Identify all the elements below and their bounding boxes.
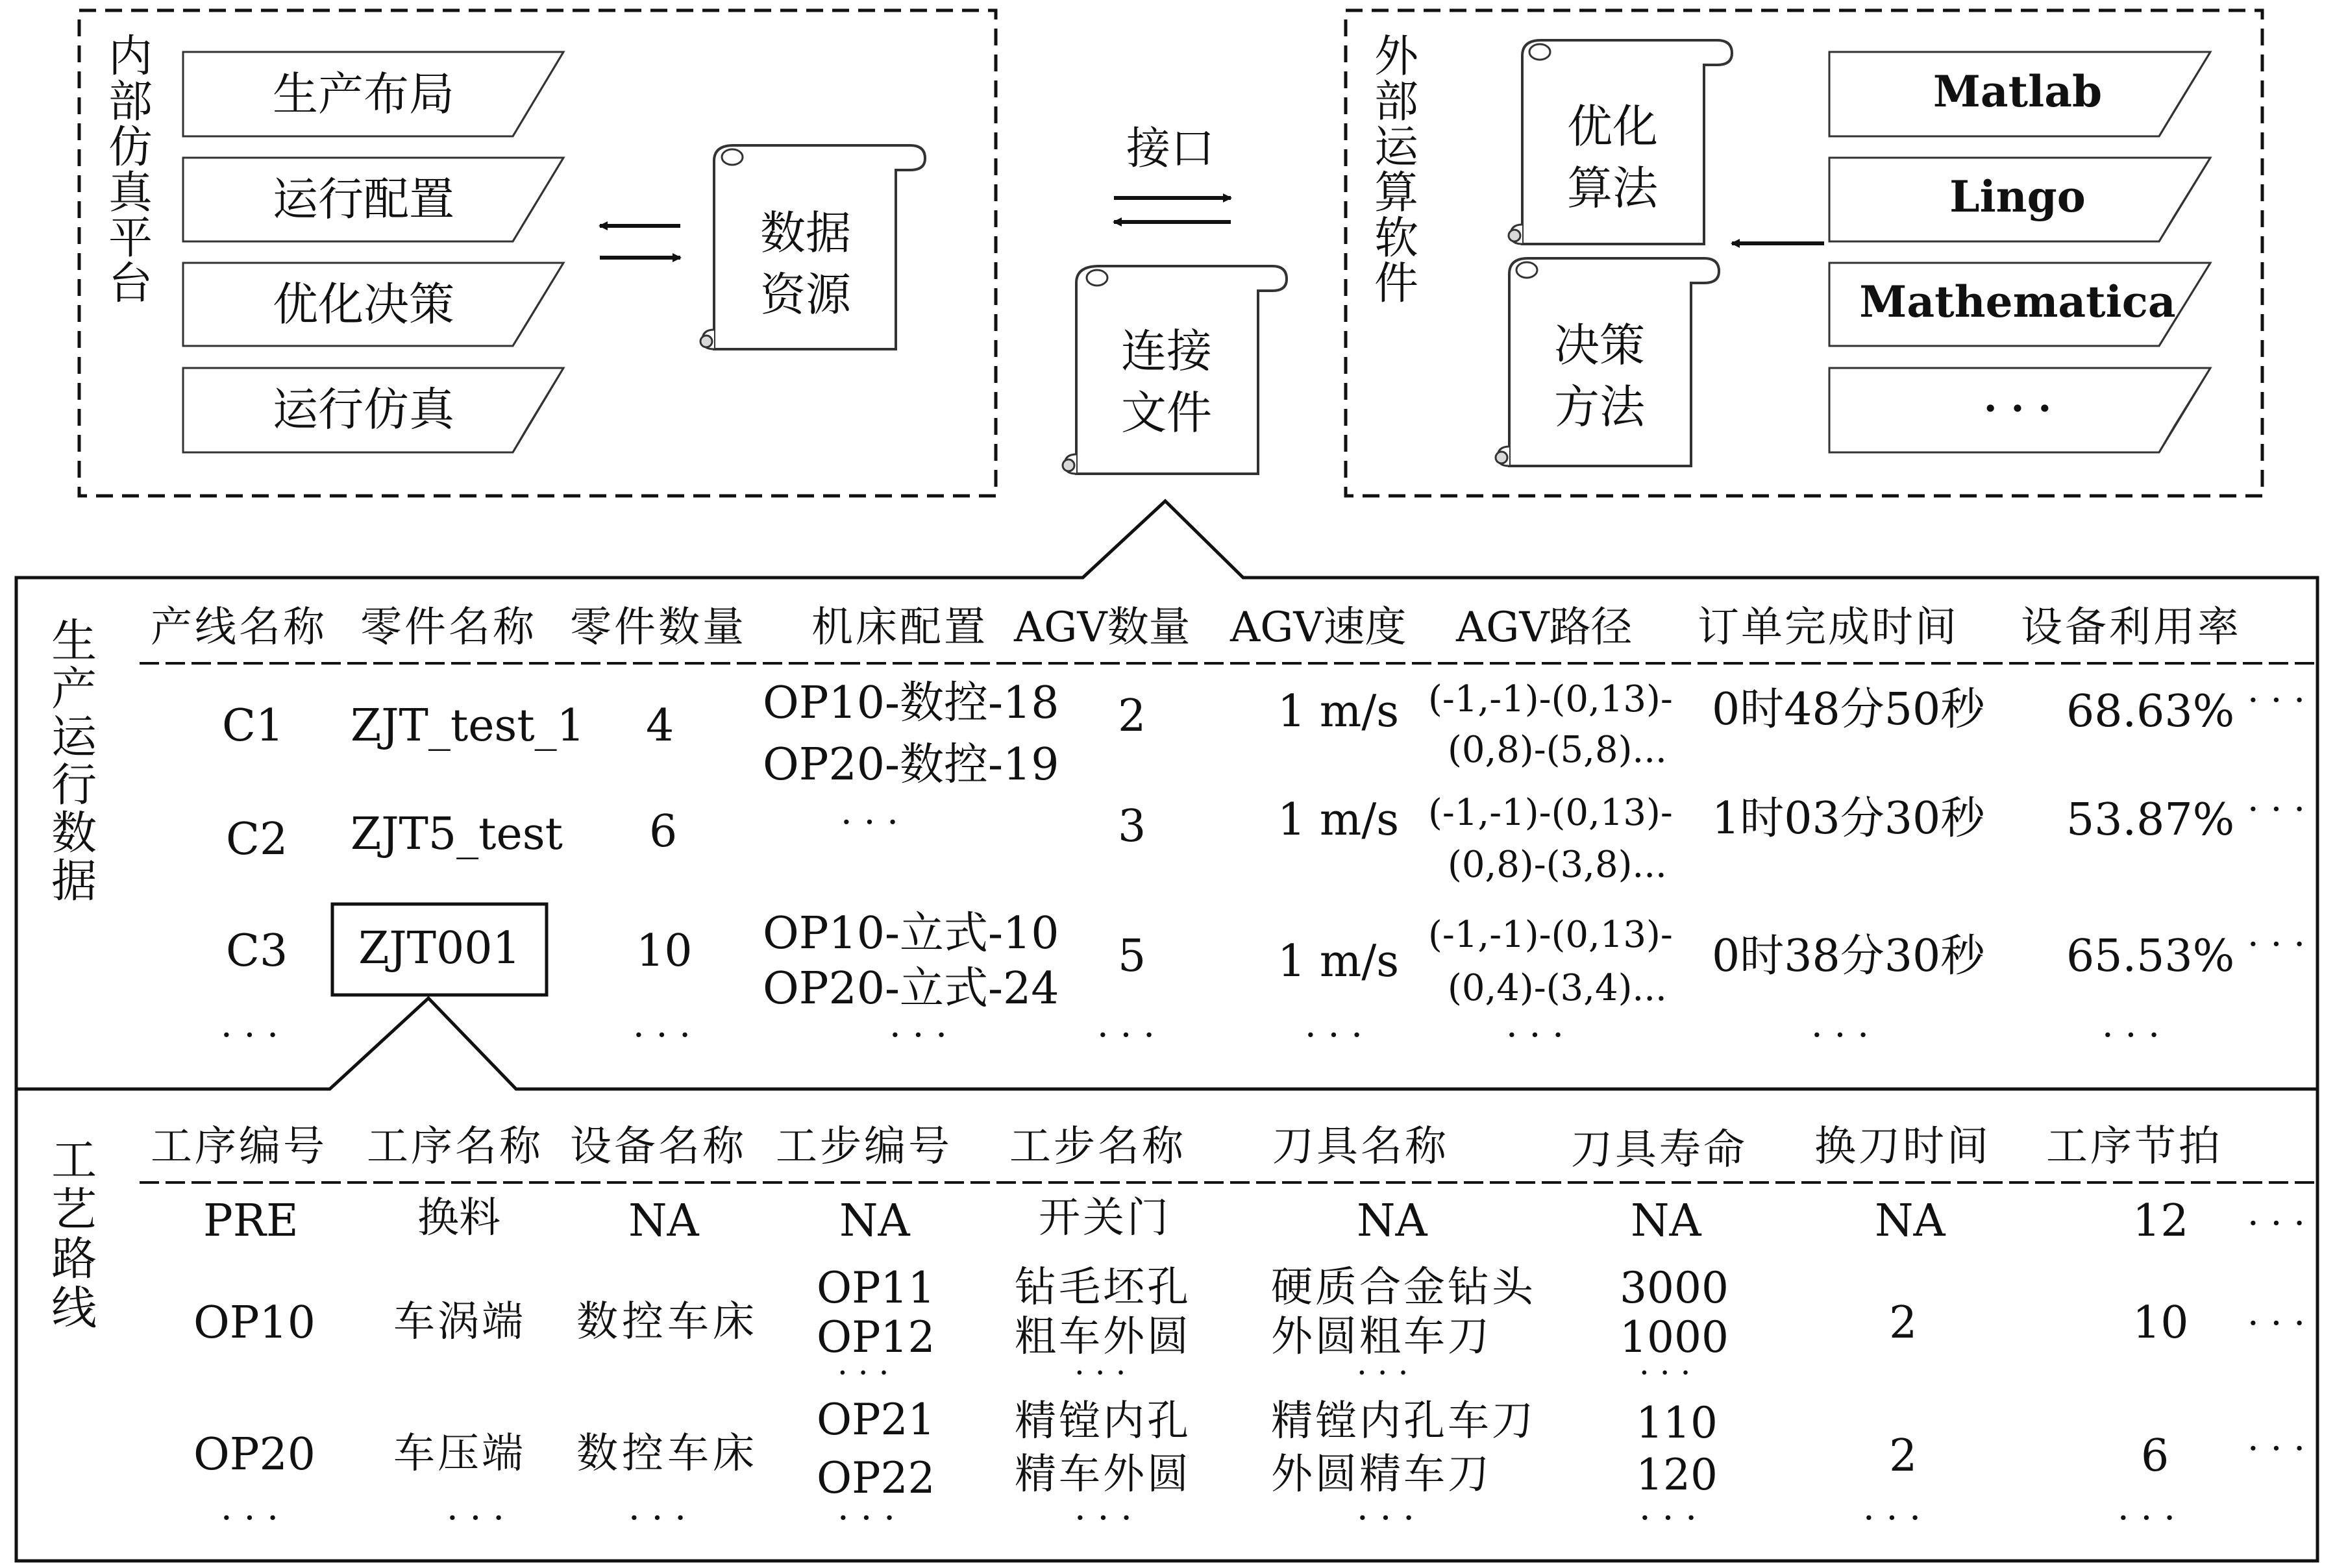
prod-header-qty: 零件数量 [570, 604, 747, 652]
ellipsis: · · · [2102, 1014, 2160, 1057]
prod-header-machine: 机床配置 [811, 604, 988, 652]
table-cell: 车压端 [393, 1430, 526, 1478]
table-cell: NA [1357, 1195, 1427, 1247]
ellipsis: · · · [1639, 1354, 1691, 1391]
ellipsis: · · · [1074, 1354, 1126, 1391]
production-data-title [43, 617, 97, 905]
ellipsis: · · · [1074, 1497, 1133, 1539]
decision-method-label: 决策方法 [1554, 319, 1645, 434]
proc-header-op: 工序编号 [151, 1123, 327, 1171]
ellipsis: · · · [221, 1497, 279, 1539]
table-cell: 硬质合金钻头 [1271, 1264, 1536, 1312]
table-cell: 3 [1118, 801, 1146, 852]
table-cell: NA [628, 1195, 699, 1247]
table-cell: 外圆精车刀 [1271, 1451, 1492, 1499]
prod-header-line: 产线名称 [151, 604, 327, 652]
table-cell: ZJT_test_1 [351, 700, 585, 752]
table-cell: 换料 [417, 1194, 500, 1242]
table-cell: 钻毛坯孔 [1015, 1264, 1191, 1312]
table-cell: 4 [646, 700, 674, 752]
ellipsis: · · · [221, 1014, 279, 1057]
interface-label: 接口 [1126, 123, 1215, 175]
table-cell: 68.63% [2066, 686, 2235, 737]
table-cell: 1 m/s [1278, 936, 1400, 987]
table-cell: 粗车外圆 [1015, 1313, 1191, 1361]
ellipsis: · · · [837, 1354, 889, 1391]
tool-label-lingo: Lingo [1949, 171, 2086, 222]
row-more: · · · [2247, 1428, 2306, 1470]
data-resource-label: 数据资源 [760, 206, 851, 321]
table-cell: ZJT001 [358, 923, 521, 974]
table-cell: (0,8)-(5,8)... [1448, 729, 1667, 771]
ellipsis: · · · [1863, 1497, 1921, 1539]
section-divider [16, 998, 2317, 1089]
module-label-decision: 优化决策 [273, 278, 454, 331]
table-cell: 0时48分50秒 [1712, 684, 1985, 735]
table-cell: OP11 [817, 1263, 935, 1313]
table-cell: NA [1631, 1195, 1701, 1247]
table-cell: 0时38分30秒 [1712, 931, 1985, 982]
title-char: 生产运行数据 [43, 617, 97, 905]
table-cell: 数控车床 [576, 1430, 758, 1478]
table-cell: 1 m/s [1278, 794, 1400, 846]
table-cell: 数控车床 [576, 1298, 758, 1346]
proc-header-op-name: 工序名称 [367, 1123, 543, 1171]
process-route-title [43, 1136, 97, 1333]
table-cell: OP10-立式-10 [763, 908, 1059, 959]
ellipsis: · · · [1097, 1014, 1155, 1057]
table-cell: C2 [226, 814, 288, 865]
title-char: 内部仿真平台 [101, 32, 153, 305]
table-cell: 10 [2132, 1297, 2189, 1349]
row-more: · · · [2247, 924, 2306, 966]
table-cell: (-1,-1)-(0,13)- [1428, 678, 1673, 720]
module-label-config: 运行配置 [273, 173, 454, 226]
ellipsis: · · · [1357, 1497, 1415, 1539]
table-cell: PRE [203, 1195, 299, 1247]
ellipsis: · · · [628, 1497, 687, 1539]
table-cell: (0,4)-(3,4)... [1448, 967, 1667, 1009]
proc-header-takt: 工序节拍 [2046, 1123, 2223, 1171]
prod-header-util: 设备利用率 [2021, 604, 2242, 652]
tool-label-matlab: Matlab [1933, 66, 2103, 117]
table-cell: 1000 [1620, 1312, 1729, 1362]
table-cell: 6 [649, 806, 678, 857]
prod-header-agv-path: AGV路径 [1456, 604, 1633, 652]
prod-header-agv-count: AGV数量 [1014, 604, 1191, 652]
table-cell: OP20-立式-24 [763, 963, 1059, 1014]
table-cell: (-1,-1)-(0,13)- [1428, 914, 1673, 956]
tool-label-mathematica: Mathematica [1859, 276, 2176, 327]
table-cell: · · · [841, 802, 899, 844]
table-cell: 120 [1636, 1450, 1718, 1500]
table-cell: OP20 [193, 1429, 316, 1480]
title-char: 外部运算软件 [1366, 32, 1418, 305]
table-cell: 2 [1889, 1297, 1918, 1349]
prod-header-part: 零件名称 [360, 604, 537, 652]
table-cell: 1 m/s [1278, 686, 1400, 737]
tool-label-more: · · · [1983, 386, 2052, 432]
proc-header-step-name: 工步名称 [1009, 1123, 1186, 1171]
ellipsis: · · · [1506, 1014, 1564, 1057]
proc-header-life: 刀具寿命 [1571, 1126, 1748, 1174]
connect-file-label: 连接文件 [1121, 325, 1212, 439]
proc-header-change-time: 换刀时间 [1814, 1123, 1991, 1171]
ellipsis: · · · [633, 1014, 691, 1057]
algorithm-label: 优化算法 [1567, 100, 1658, 215]
table-cell: 2 [1118, 691, 1146, 742]
table-cell: 精镗内孔 [1015, 1397, 1191, 1445]
table-cell: C3 [226, 925, 288, 977]
proc-header-device: 设备名称 [570, 1123, 747, 1171]
table-cell: OP21 [817, 1395, 935, 1445]
ellipsis: · · · [447, 1497, 505, 1539]
table-cell: NA [839, 1195, 910, 1247]
ellipsis: · · · [1305, 1014, 1363, 1057]
table-cell: 6 [2141, 1430, 2169, 1482]
module-label-layout: 生产布局 [273, 67, 454, 121]
table-cell: 10 [636, 925, 693, 977]
ellipsis: · · · [2118, 1497, 2176, 1539]
table-cell: NA [1875, 1195, 1946, 1247]
table-cell: OP12 [817, 1312, 935, 1362]
internal-platform-title [101, 32, 153, 305]
table-cell: 精车外圆 [1015, 1451, 1191, 1499]
table-cell: 5 [1118, 931, 1146, 982]
ellipsis: · · · [837, 1497, 896, 1539]
ellipsis: · · · [1357, 1354, 1409, 1391]
row-more: · · · [2247, 1203, 2306, 1245]
external-software-title [1366, 32, 1418, 305]
table-cell: 3000 [1620, 1263, 1729, 1313]
ellipsis: · · · [1639, 1497, 1698, 1539]
table-cell: 外圆粗车刀 [1271, 1313, 1492, 1361]
ellipsis: · · · [1811, 1014, 1870, 1057]
module-label-simulation: 运行仿真 [273, 383, 454, 436]
title-char: 工艺路线 [43, 1136, 97, 1333]
table-cell: (-1,-1)-(0,13)- [1428, 792, 1673, 834]
row-more: · · · [2247, 1303, 2306, 1345]
table-cell: 1时03分30秒 [1712, 793, 1985, 844]
proc-header-tool: 刀具名称 [1272, 1123, 1449, 1171]
table-cell: ZJT5_test [351, 809, 563, 860]
table-cell: OP10 [193, 1297, 316, 1349]
proc-header-step-no: 工步编号 [776, 1123, 952, 1171]
table-cell: 车涡端 [393, 1298, 526, 1346]
table-cell: 12 [2132, 1195, 2189, 1247]
ellipsis: · · · [889, 1014, 948, 1057]
table-cell: OP22 [817, 1453, 935, 1503]
table-cell: 65.53% [2066, 931, 2235, 982]
table-cell: 110 [1636, 1398, 1718, 1448]
table-cell: 53.87% [2066, 794, 2235, 846]
table-cell: OP20-数控-19 [763, 739, 1059, 790]
table-cell: 开关门 [1039, 1194, 1171, 1242]
table-cell: OP10-数控-18 [763, 678, 1059, 729]
prod-header-finish: 订单完成时间 [1698, 604, 1958, 652]
prod-header-agv-speed: AGV速度 [1230, 604, 1407, 652]
table-cell: 2 [1889, 1430, 1918, 1482]
row-more: · · · [2247, 680, 2306, 722]
table-cell: 精镗内孔车刀 [1271, 1397, 1536, 1445]
table-cell: C1 [222, 700, 284, 752]
table-cell: (0,8)-(3,8)... [1448, 844, 1667, 886]
row-more: · · · [2247, 789, 2306, 831]
